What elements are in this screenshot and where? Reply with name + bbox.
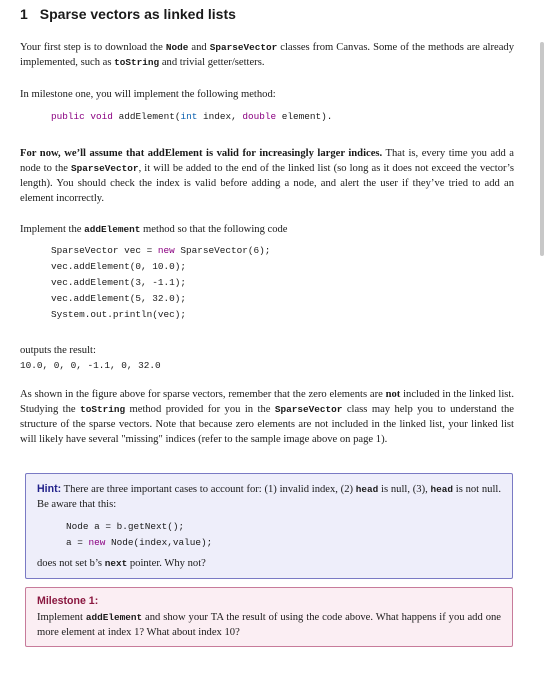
code-text: SparseVector(6); <box>174 245 271 256</box>
next-code: next <box>104 558 128 569</box>
method-arg: index, <box>197 111 243 122</box>
section-title: Sparse vectors as linked lists <box>39 6 236 22</box>
implement-paragraph <box>20 222 514 237</box>
assumption-text: That is, every time you add a node to the <box>20 148 515 174</box>
implement-text: Implement the <box>20 224 85 235</box>
explanation-text: included in the linked list. Studying the <box>20 389 514 415</box>
head-code: head <box>430 484 454 495</box>
vertical-scrollbar[interactable] <box>540 42 544 256</box>
addelement-code: addElement <box>84 224 141 235</box>
hint-body: does not set b’s <box>37 558 105 569</box>
output-value: 10.0, 0, 0, -1.1, 0, 32.0 <box>20 360 161 371</box>
method-name: addElement( <box>118 111 181 122</box>
outputs-label: outputs the result: <box>20 345 96 356</box>
intro-text: and trivial getter/setters. <box>159 57 265 68</box>
hint-footer <box>37 556 501 571</box>
hint-text <box>37 482 501 512</box>
explanation-text: class may help you to understand the structure of the sparse vectors. Note that because zero elements are not included in the linked list, your linked list will likely have several "missing" indices (refer to the sample image above on page 1). <box>20 404 514 445</box>
code-line: vec.addElement(3, -1.1); <box>51 277 187 288</box>
hint-body: is null, (3), <box>378 484 431 495</box>
milestone-body: and show your TA the result of using the code above. What happens if you add one more element at index 1? What about index 10? <box>37 612 501 638</box>
assumption-paragraph <box>20 146 514 206</box>
hint-code-line: Node a = b.getNext(); <box>66 521 185 532</box>
intro-text: classes from Canvas. Some of the methods are already implemented, such as <box>20 42 514 68</box>
keyword: public <box>51 111 85 122</box>
milestone-label: Milestone 1: <box>37 595 99 607</box>
intro-paragraph <box>20 40 514 70</box>
implement-text: method so that the following code <box>140 224 288 235</box>
code-line: vec.addElement(0, 10.0); <box>51 261 187 272</box>
keyword: void <box>90 111 113 122</box>
code-text: a = <box>66 537 89 548</box>
hint-box <box>25 473 513 579</box>
hint-body: There are three important cases to account for: (1) invalid index, (2) <box>61 484 356 495</box>
explanation-paragraph <box>20 387 514 447</box>
milestone-label-row <box>37 594 501 609</box>
milestone-intro: In milestone one, you will implement the following method: <box>20 89 276 100</box>
explanation-text: method provided for you in the <box>125 404 275 415</box>
section-number: 1 <box>20 6 28 22</box>
node-class-code: Node <box>165 42 189 53</box>
code-text: Node(index,value); <box>105 537 213 548</box>
intro-text: Your first step is to download the <box>20 42 166 53</box>
method-signature <box>51 109 332 124</box>
intro-text: and <box>188 42 210 53</box>
type-keyword: int <box>180 111 198 122</box>
assumption-text: , it will be added to the end of the linked list (so long as it does not exceed the vector’s length). You should check the index is valid before adding a node, and alert the user if they’ve tried to add an element incorrectly. <box>20 163 514 204</box>
assumption-bold: For now, we’ll assume that addElement is valid for increasingly larger indices. <box>20 148 383 159</box>
keyword: new <box>157 245 175 256</box>
hint-label: Hint: <box>37 483 62 495</box>
emphasis-not: not <box>385 389 401 400</box>
milestone-body: Implement <box>37 612 86 623</box>
hint-body: is not null. Be aware that this: <box>37 484 501 510</box>
sparsevector-code: SparseVector <box>274 404 343 415</box>
section-heading <box>20 6 236 22</box>
addelement-code: addElement <box>85 612 143 623</box>
code-text: SparseVector vec = <box>51 245 158 256</box>
code-line: System.out.println(vec); <box>51 309 187 320</box>
code-line: vec.addElement(5, 32.0); <box>51 293 187 304</box>
head-code: head <box>355 484 379 495</box>
milestone-text <box>37 610 501 640</box>
code-line <box>51 243 270 258</box>
milestone-box <box>25 587 513 647</box>
hint-code-line <box>66 535 212 550</box>
tostring-code: toString <box>114 57 160 68</box>
hint-body: pointer. Why not? <box>127 558 206 569</box>
sparsevector-code: SparseVector <box>71 163 139 174</box>
tostring-code: toString <box>80 404 126 415</box>
explanation-text: As shown in the figure above for sparse vectors, remember that the zero elements are <box>20 389 386 400</box>
method-arg: element). <box>276 111 333 122</box>
keyword: new <box>88 537 106 548</box>
sparsevector-class-code: SparseVector <box>209 42 278 53</box>
type-keyword: double <box>242 111 277 122</box>
